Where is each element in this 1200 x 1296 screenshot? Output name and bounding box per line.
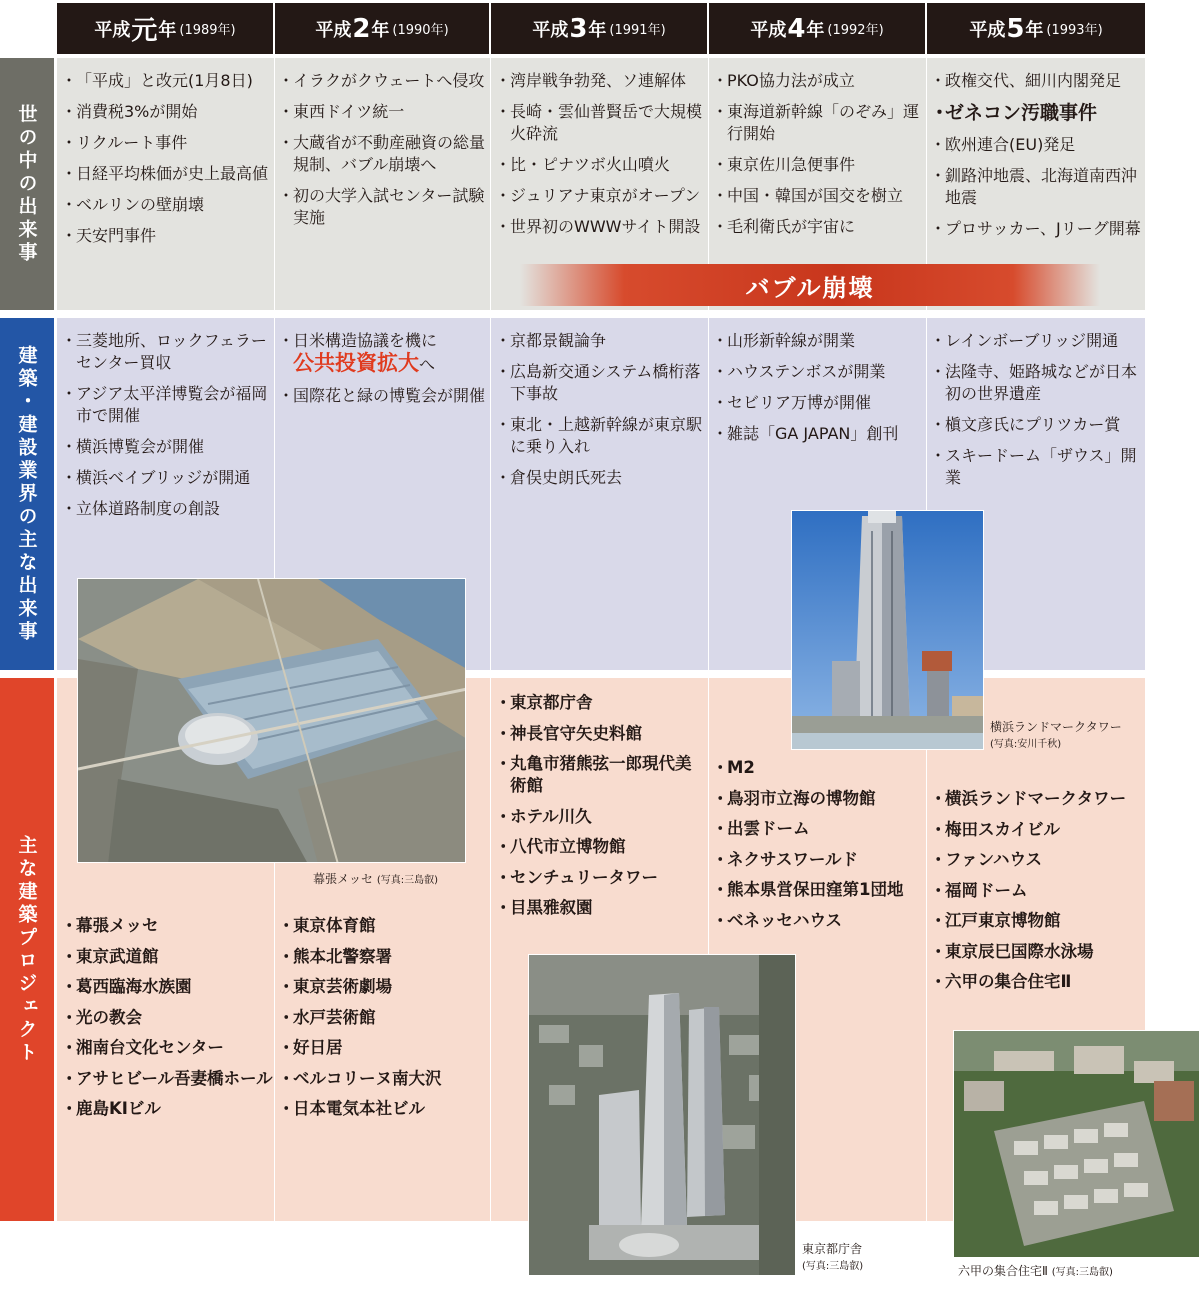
list-item: ・ 「平成」と改元(1月8日) (63, 70, 269, 92)
list-item: ・ レインボーブリッジ開通 (932, 330, 1142, 352)
list-item: ・ ベルリンの壁崩壊 (63, 194, 269, 216)
bubble-collapse-banner: バブル崩壊 (520, 264, 1100, 306)
public-investment-highlight: 公共投資拡大 (293, 351, 419, 375)
list-item: ・ 神長官守矢史料館 (497, 723, 705, 745)
list-item: ・ 幕張メッセ (63, 915, 273, 937)
makuhari-messe-caption: 幕張メッセ (写真:三島叡) (313, 872, 439, 886)
list-item: ・ 六甲の集合住宅Ⅱ (932, 971, 1144, 993)
landmark-tower-illustration (792, 511, 984, 750)
rokko-housing-caption: 六甲の集合住宅Ⅱ (写真:三島叡) (958, 1264, 1113, 1278)
list-item: ・ センチュリータワー (497, 867, 705, 889)
header-1989: 平成 元 年 (1989年) (57, 3, 273, 54)
projects-1992 (714, 757, 924, 940)
header-1990: 平成 2 年 (1990年) (275, 3, 489, 54)
list-item: ・ 横浜ランドマークタワー (932, 788, 1144, 810)
projects-1990 (280, 915, 488, 1129)
list-item: ・ 雑誌「GA JAPAN」創刊 (714, 423, 922, 445)
list-item: ・ 比・ピナツボ火山噴火 (497, 154, 703, 176)
list-item: ・ イラクがクウェートへ侵攻 (280, 70, 486, 92)
world-events-1991 (497, 70, 703, 247)
list-item: ・ 光の教会 (63, 1007, 273, 1029)
header-1992: 平成 4 年 (1992年) (709, 3, 925, 54)
tokyo-tocho-illustration (529, 955, 796, 1276)
list-item: ・ 中国・韓国が国交を樹立 (714, 185, 922, 207)
tokyo-tocho-photo (528, 954, 796, 1276)
list-item: ・ 八代市立博物館 (497, 836, 705, 858)
list-item: ・ 東京芸術劇場 (280, 976, 488, 998)
list-item: ・ ホテル川久 (497, 806, 705, 828)
list-item-highlight: ・ ゼネコン汚職事件 (932, 101, 1142, 125)
list-item: ・ 日経平均株価が史上最高値 (63, 163, 269, 185)
list-item: ・ 槇文彦氏にプリツカー賞 (932, 414, 1142, 436)
list-item: ・ 日本電気本社ビル (280, 1098, 488, 1120)
makuhari-messe-photo (77, 578, 466, 863)
list-item: ・ アジア太平洋博覧会が福岡市で開催 (63, 383, 269, 427)
list-item: ・ ネクサスワールド (714, 849, 924, 871)
list-item: ・ セビリア万博が開催 (714, 392, 922, 414)
tokyo-tocho-caption: 東京都庁舎 (写真:三島叡) (802, 1242, 864, 1272)
list-item: ・ 東京辰巳国際水泳場 (932, 941, 1144, 963)
row-label-industry: 建築・建設業界の主な出来事 (0, 318, 54, 670)
list-item: ・ 湘南台文化センター (63, 1037, 273, 1059)
list-item: ・ 横浜ベイブリッジが開通 (63, 467, 269, 489)
projects-1991 (497, 692, 705, 928)
list-item: ・ ベネッセハウス (714, 910, 924, 932)
list-item: ・ M2 (714, 757, 924, 779)
list-item: ・ PKO協力法が成立 (714, 70, 922, 92)
industry-events-1991 (497, 330, 703, 498)
list-item: ・ 東西ドイツ統一 (280, 101, 486, 123)
projects-1993 (932, 788, 1144, 1002)
industry-events-1989 (63, 330, 269, 529)
list-item: ・ アサヒビール吾妻橋ホール (63, 1068, 273, 1090)
industry-events-1993 (932, 330, 1142, 498)
header-1991: 平成 3 年 (1991年) (491, 3, 707, 54)
list-item: ・ ファンハウス (932, 849, 1144, 871)
list-item: ・ ジュリアナ東京がオープン (497, 185, 703, 207)
list-item: ・ 山形新幹線が開業 (714, 330, 922, 352)
list-item: ・ 東京武道館 (63, 946, 273, 968)
list-item: ・ スキードーム「ザウス」開業 (932, 445, 1142, 489)
list-item: ・ 釧路沖地震、北海道南西沖地震 (932, 165, 1142, 209)
header-1993: 平成 5 年 (1993年) (927, 3, 1145, 54)
list-item: ・ 三菱地所、ロックフェラーセンター買収 (63, 330, 269, 374)
list-item: ・ 東海道新幹線「のぞみ」運行開始 (714, 101, 922, 145)
list-item: ・ 好日居 (280, 1037, 488, 1059)
list-item: ・ 国際花と緑の博覧会が開催 (280, 385, 486, 407)
list-item: ・ 東京都庁舎 (497, 692, 705, 714)
list-item: ・ 鳥羽市立海の博物館 (714, 788, 924, 810)
world-events-1989 (63, 70, 269, 256)
list-item: ・ 法隆寺、姫路城などが日本初の世界遺産 (932, 361, 1142, 405)
column-divider (490, 58, 491, 1221)
list-item: ・ 熊本県営保田窪第1団地 (714, 879, 924, 901)
industry-events-1992 (714, 330, 922, 454)
list-item: ・ 東北・上越新幹線が東京駅に乗り入れ (497, 414, 703, 458)
list-item: ・ 広島新交通システム橋桁落下事故 (497, 361, 703, 405)
world-events-1990 (280, 70, 486, 238)
list-item: ・ 世界初のWWWサイト開設 (497, 216, 703, 238)
list-item: ・ 丸亀市猪熊弦一郎現代美術館 (497, 753, 705, 797)
list-item: ・ 日米構造協議を機に 公共投資拡大へ (280, 330, 486, 376)
world-events-1992 (714, 70, 922, 247)
list-item: ・ 梅田スカイビル (932, 819, 1144, 841)
list-item: ・ 毛利衛氏が宇宙に (714, 216, 922, 238)
list-item: ・ 東京体育館 (280, 915, 488, 937)
list-item: ・ 鹿島KIビル (63, 1098, 273, 1120)
row-label-world: 世の中の出来事 (0, 58, 54, 310)
list-item: ・ 水戸芸術館 (280, 1007, 488, 1029)
rokko-housing-photo (953, 1030, 1200, 1258)
list-item: ・ 東京佐川急便事件 (714, 154, 922, 176)
list-item: ・ 倉俣史朗氏死去 (497, 467, 703, 489)
list-item: ・ 目黒雅叙園 (497, 897, 705, 919)
list-item: ・ 長崎・雲仙普賢岳で大規模火砕流 (497, 101, 703, 145)
list-item: ・ プロサッカー、Jリーグ開幕 (932, 218, 1142, 240)
projects-1989 (63, 915, 273, 1129)
list-item: ・ 天安門事件 (63, 225, 269, 247)
list-item: ・ リクルート事件 (63, 132, 269, 154)
list-item: ・ 立体道路制度の創設 (63, 498, 269, 520)
list-item: ・ ハウステンボスが開業 (714, 361, 922, 383)
list-item: ・ 消費税3%が開始 (63, 101, 269, 123)
makuhari-messe-illustration (78, 579, 466, 863)
list-item: ・ 政権交代、細川内閣発足 (932, 70, 1142, 92)
list-item: ・ 欧州連合(EU)発足 (932, 134, 1142, 156)
list-item: ・ 福岡ドーム (932, 880, 1144, 902)
landmark-tower-photo (791, 510, 984, 750)
list-item: ・ 京都景観論争 (497, 330, 703, 352)
list-item: ・ 出雲ドーム (714, 818, 924, 840)
list-item: ・ 江戸東京博物館 (932, 910, 1144, 932)
landmark-tower-caption: 横浜ランドマークタワー (写真:安川千秋) (990, 720, 1122, 750)
rokko-housing-illustration (954, 1031, 1200, 1258)
list-item: ・ 熊本北警察署 (280, 946, 488, 968)
list-item: ・ 初の大学入試センター試験実施 (280, 185, 486, 229)
list-item: ・ ベルコリーヌ南大沢 (280, 1068, 488, 1090)
list-item: ・ 大蔵省が不動産融資の総量規制、バブル崩壊へ (280, 132, 486, 176)
world-events-1993 (932, 70, 1142, 249)
list-item: ・ 葛西臨海水族園 (63, 976, 273, 998)
row-label-projects: 主な建築プロジェクト (0, 678, 54, 1221)
list-item: ・ 横浜博覧会が開催 (63, 436, 269, 458)
list-item: ・ 湾岸戦争勃発、ソ連解体 (497, 70, 703, 92)
industry-events-1990 (280, 330, 486, 416)
